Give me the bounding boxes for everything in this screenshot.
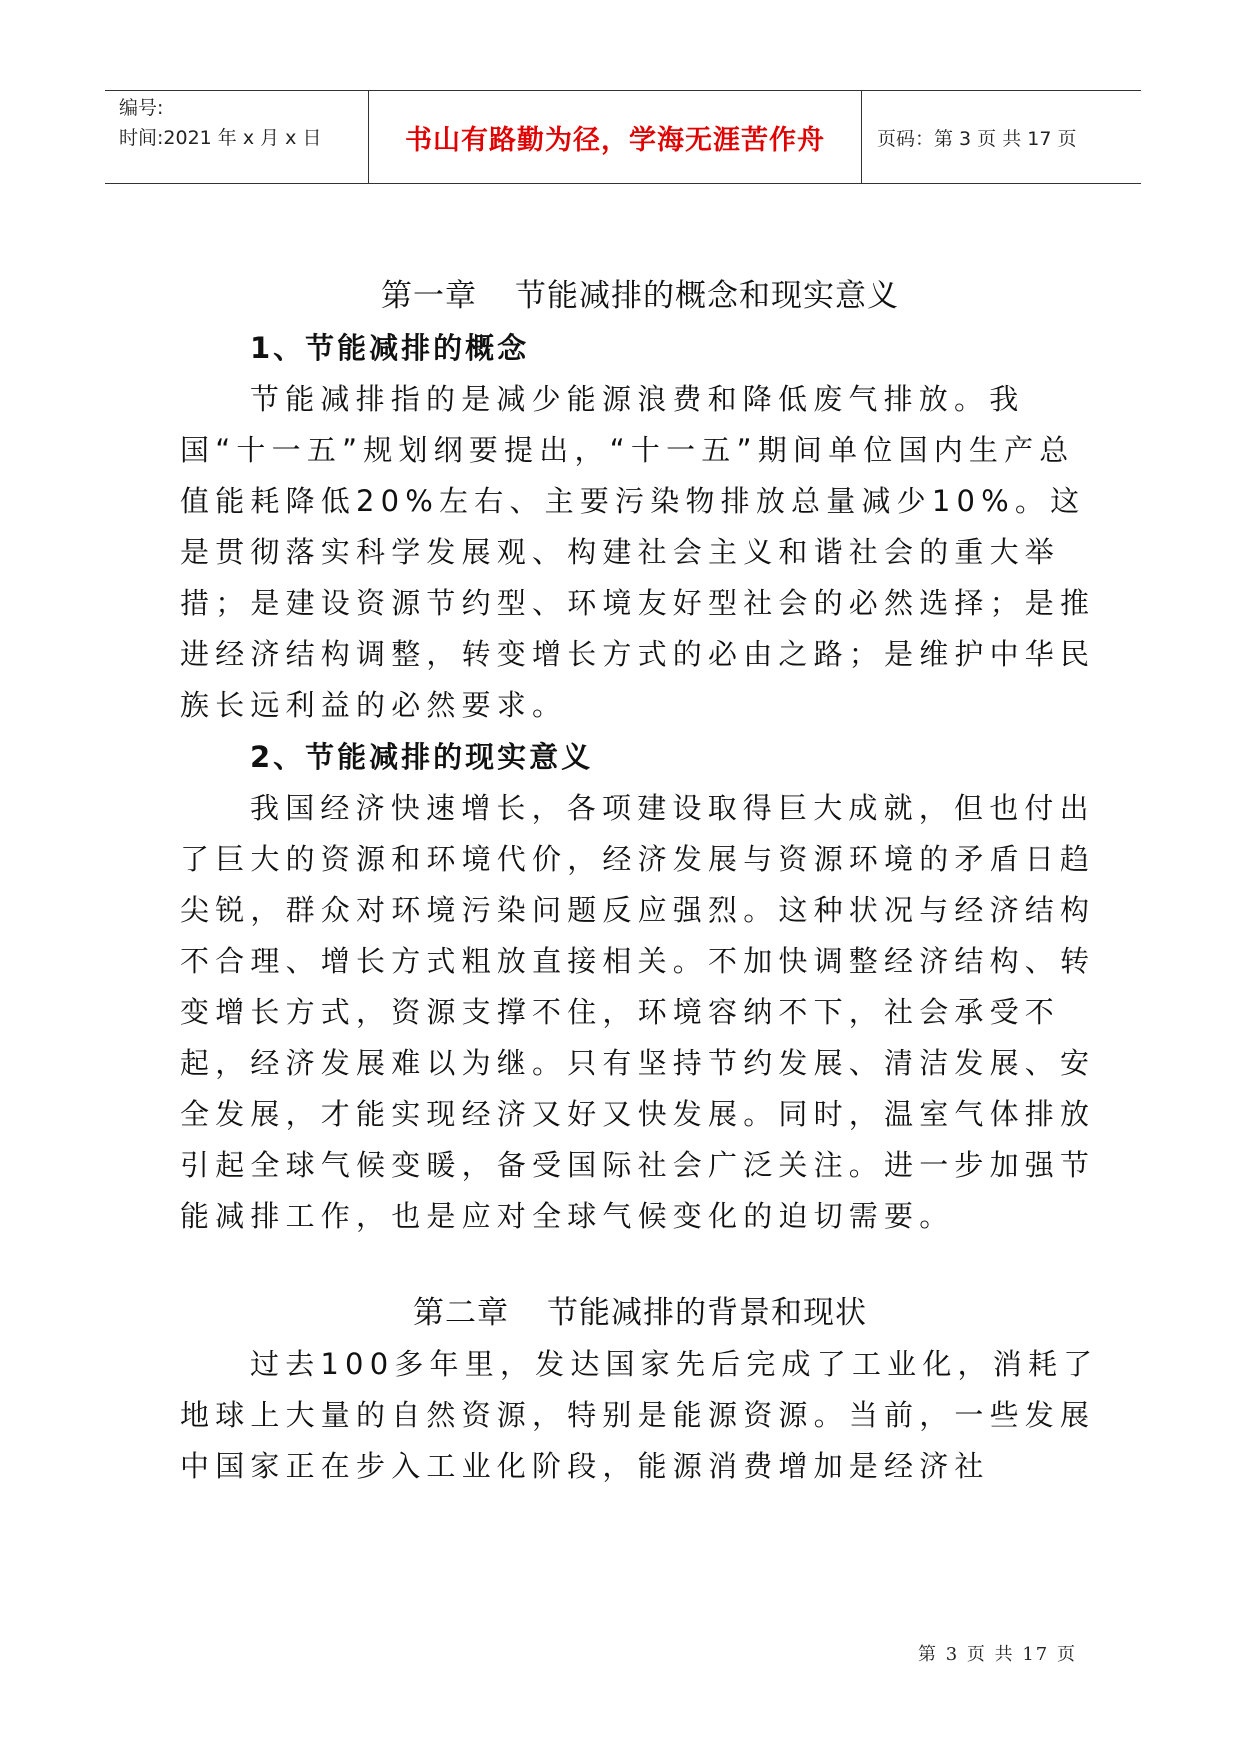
section-title: 2、节能减排的现实意义 [250,740,594,774]
chapter-title [180,1287,1100,1339]
chapter-number: 第一章 [381,278,477,314]
document-header [105,90,1141,184]
paragraph: 我国经济快速增长，各项建设取得巨大成就，但也付出了巨大的资源和环境代价，经济发展与资源环境的矛盾日趋尖锐，群众对环境污染问题反应强烈。这种状况与经济结构不合理、增长方式粗放直接相关。不加快调整经济结构、转变增长方式，资源支撑不住，环境容纳不下，社会承受不起，经济发展难以为继。只有坚持节约发展、清洁发展、安全发展，才能实现经济又好又快发展。同时，温室气体排放引起全球气候变暖，备受国际社会广泛关注。进一步加强节能减排工作，也是应对全球气候变化的迫切需要。 [180,791,1096,1233]
paragraph: 过去100多年里，发达国家先后完成了工业化，消耗了地球上大量的自然资源，特别是能源资源。当前，一些发展中国家正在步入工业化阶段，能源消费增加是经济社 [180,1347,1099,1483]
header-meta [119,93,321,153]
header-page-label: 页码：第 3 页 共 17 页 [877,127,1077,150]
header-divider [861,91,862,183]
time-label: 时间:2021 年 x 月 x 日 [119,127,322,149]
chapter-number: 第二章 [413,1295,509,1331]
document-body [180,270,1100,1492]
number-label: 编号: [119,97,164,119]
header-motto: 书山有路勤为径，学海无涯苦作舟 [405,124,825,156]
section-title: 1、节能减排的概念 [250,331,530,365]
paragraph: 节能减排指的是减少能源浪费和降低废气排放。我国“十一五”规划纲要提出，“十一五”期间单位国内生产总值能耗降低20%左右、主要污染物排放总量减少10%。这是贯彻落实科学发展观、构建社会主义和谐社会的重大举措；是建设资源节约型、环境友好型社会的必然选择；是推进经济结构调整，转变增长方式的必由之路；是维护中华民族长远利益的必然要求。 [180,382,1096,722]
chapter-name: 节能减排的概念和现实意义 [515,278,899,314]
chapter-name: 节能减排的背景和现状 [547,1295,867,1331]
chapter-title [180,270,1100,322]
page-footer: 第 3 页 共 17 页 [918,1644,1077,1665]
